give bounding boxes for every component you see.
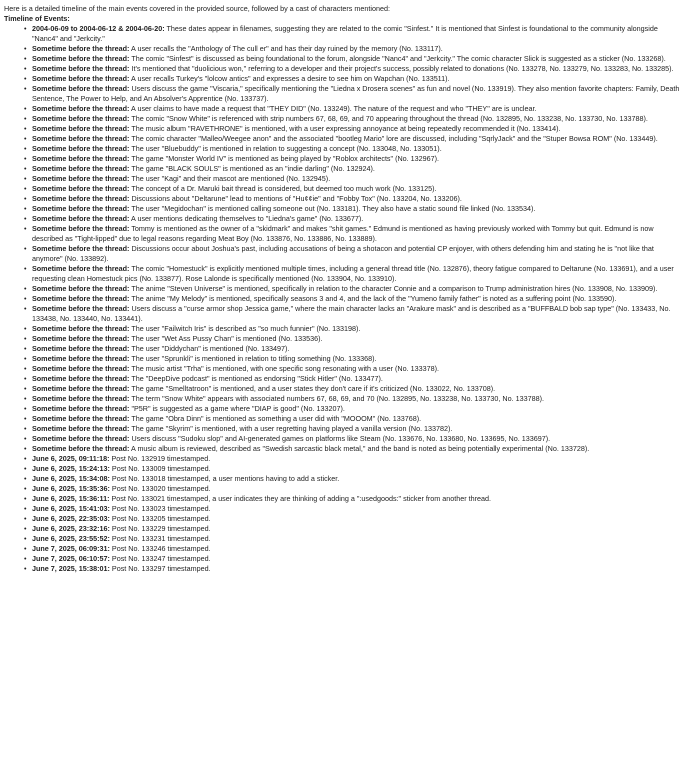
event-description: Discussions occur about Joshua's past, including accusations of being a shotacon and potential CP enjoyer, with others defending him and stating he is "not like that anymore" (No. 133892).	[32, 244, 654, 263]
event-date: June 6, 2025, 22:35:03:	[32, 514, 110, 523]
intro-paragraph: Here is a detailed timeline of the main events covered in the provided source, followed by a cast of characters mentioned:	[4, 4, 390, 13]
event-description: Post No. 133229 timestamped.	[109, 524, 211, 533]
event-date: Sometime before the thread:	[32, 44, 130, 53]
event-description: Post No. 133021 timestamped, a user indicates they are thinking of adding a ":usedgoods:" sticker from another thread.	[109, 494, 491, 503]
event-date: Sometime before the thread:	[32, 194, 130, 203]
timeline-item	[24, 104, 681, 114]
event-description: The game "Skyrim" is mentioned, with a user regretting having played a vanilla version (No. 133782).	[129, 424, 453, 433]
event-description: Post No. 133231 timestamped.	[109, 534, 211, 543]
event-date: Sometime before the thread:	[32, 394, 130, 403]
event-date: June 7, 2025, 06:10:57:	[32, 554, 110, 563]
event-date: Sometime before the thread:	[32, 364, 130, 373]
timeline-item	[24, 214, 681, 224]
event-description: The user "Diddychan" is mentioned (No. 133497).	[129, 344, 290, 353]
timeline-item	[24, 374, 681, 384]
timeline-list	[4, 24, 681, 574]
event-description: The game "BLACK SOULS" is mentioned as an "indie darling" (No. 132924).	[129, 164, 375, 173]
event-date: June 6, 2025, 09:11:18:	[32, 454, 110, 463]
event-date: Sometime before the thread:	[32, 84, 130, 93]
event-date: Sometime before the thread:	[32, 54, 130, 63]
event-date: 2004-06-09 to 2004-06-12 & 2004-06-20:	[32, 24, 165, 33]
event-description: The "DeepDive podcast" is mentioned as endorsing "Stick Hitler" (No. 133477).	[129, 374, 383, 383]
timeline-item	[24, 194, 681, 204]
timeline-item	[24, 64, 681, 74]
timeline-item	[24, 114, 681, 124]
timeline-item	[24, 534, 681, 544]
timeline-item	[24, 404, 681, 414]
event-description: Users discuss a "curse armor shop Jessica game," where the main character lacks an "Arakure mask" and is described as a "BUFFBALD bob sap type" (No. 133433, No. 133438, No. 133440, No. 133441).	[32, 304, 671, 323]
timeline-item	[24, 284, 681, 294]
event-description: Post No. 133205 timestamped.	[109, 514, 211, 523]
event-date: Sometime before the thread:	[32, 354, 130, 363]
event-date: June 7, 2025, 15:38:01:	[32, 564, 110, 573]
timeline-item	[24, 384, 681, 394]
event-description: Users discuss the game "Viscaria," specifically mentioning the "Liedna x Drosera scenes" as fun and novel (No. 133919). They also mention favorite chapters: Family, Death Sentence, The Power to Help, and An Absolver's Apprentice (No. 133737).	[32, 84, 680, 103]
event-date: June 6, 2025, 15:41:03:	[32, 504, 110, 513]
timeline-item	[24, 554, 681, 564]
timeline-item	[24, 44, 681, 54]
event-date: Sometime before the thread:	[32, 114, 130, 123]
event-date: Sometime before the thread:	[32, 444, 130, 453]
event-date: Sometime before the thread:	[32, 284, 130, 293]
event-date: Sometime before the thread:	[32, 264, 130, 273]
timeline-item	[24, 334, 681, 344]
event-date: Sometime before the thread:	[32, 204, 130, 213]
event-date: Sometime before the thread:	[32, 374, 130, 383]
timeline-heading: Timeline of Events:	[4, 14, 70, 23]
event-date: Sometime before the thread:	[32, 384, 130, 393]
event-description: The user "Kagi" and their mascot are mentioned (No. 132945).	[129, 174, 331, 183]
timeline-item	[24, 74, 681, 84]
event-date: Sometime before the thread:	[32, 344, 130, 353]
event-description: Post No. 133023 timestamped.	[109, 504, 211, 513]
timeline-item	[24, 414, 681, 424]
event-description: A user claims to have made a request that "THEY DID" (No. 133249). The nature of the request and who "THEY" are is unclear.	[129, 104, 537, 113]
event-date: Sometime before the thread:	[32, 124, 130, 133]
timeline-item	[24, 244, 681, 264]
event-description: The comic "Homestuck" is explicitly mentioned multiple times, including a general thread title (No. 132876), theory fatigue compared to Deltarune (No. 133691), and a user requesting clean Homestuck pics (No. 133877). Rose Lalonde is specifically mentioned (No. 133904, No. 133910).	[32, 264, 674, 283]
event-description: The user "Bluebuddy" is mentioned in relation to suggesting a concept (No. 133048, No. 133051).	[129, 144, 442, 153]
event-description: The anime "My Melody" is mentioned, specifically seasons 3 and 4, and the lack of the "Yumeno family father" is noted as a suffering point (No. 133590).	[129, 294, 617, 303]
event-description: Post No. 133020 timestamped.	[109, 484, 211, 493]
timeline-item	[24, 164, 681, 174]
event-description: A music album is reviewed, described as "Swedish sarcastic black metal," and the band is noted as being potentially experimental (No. 133728).	[129, 444, 590, 453]
event-date: Sometime before the thread:	[32, 294, 130, 303]
timeline-item	[24, 444, 681, 454]
timeline-item	[24, 454, 681, 464]
event-description: Users discuss "Sudoku slop" and AI-generated games on platforms like Steam (No. 133676, No. 133680, No. 133695, No. 133697).	[129, 434, 551, 443]
event-date: Sometime before the thread:	[32, 404, 130, 413]
timeline-item	[24, 424, 681, 434]
event-date: Sometime before the thread:	[32, 434, 130, 443]
event-date: Sometime before the thread:	[32, 304, 130, 313]
event-date: Sometime before the thread:	[32, 224, 130, 233]
event-date: Sometime before the thread:	[32, 134, 130, 143]
event-date: June 6, 2025, 23:32:16:	[32, 524, 110, 533]
timeline-item	[24, 144, 681, 154]
event-description: The comic character "Malleo/Weegee anon" and the associated "bootleg Mario" lore are discussed, including "SqrlyJack" and the "Stuper Bowsa ROM" (No. 133449).	[129, 134, 658, 143]
event-description: The game "Monster World IV" is mentioned as being played by "Roblox architects" (No. 132967).	[129, 154, 440, 163]
event-description: The comic "Sinfest" is discussed as being foundational to the forum, alongside "Nanc4" and "Jerkcity." The comic character Slick is suggested as a sticker (No. 133268).	[129, 54, 666, 63]
timeline-item	[24, 364, 681, 374]
event-description: The music artist "Trha" is mentioned, with one specific song resonating with a user (No. 133378).	[129, 364, 439, 373]
timeline-item	[24, 434, 681, 444]
timeline-item	[24, 204, 681, 214]
event-description: The game "Obra Dinn" is mentioned as something a user did with "MOOOM" (No. 133768).	[129, 414, 422, 423]
event-description: The concept of a Dr. Maruki bait thread is considered, but deemed too much work (No. 133125).	[129, 184, 437, 193]
event-description: The anime "Steven Universe" is mentioned, specifically in relation to the character Connie and a comparison to Trump administration hires (No. 133908, No. 133909).	[129, 284, 658, 293]
timeline-item	[24, 154, 681, 164]
event-description: Post No. 133247 timestamped.	[109, 554, 211, 563]
event-description: These dates appear in filenames, suggesting they are related to the comic "Sinfest." It is mentioned that Sinfest is foundational to the community alongside "Nanc4" and "Jerkcity."	[32, 24, 658, 43]
event-description: Post No. 133297 timestamped.	[109, 564, 211, 573]
event-date: June 6, 2025, 23:55:52:	[32, 534, 110, 543]
event-date: June 6, 2025, 15:24:13:	[32, 464, 110, 473]
timeline-item	[24, 504, 681, 514]
event-description: A user mentions dedicating themselves to "Liedna's game" (No. 133677).	[129, 214, 364, 223]
timeline-item	[24, 524, 681, 534]
timeline-item	[24, 324, 681, 334]
timeline-item	[24, 484, 681, 494]
event-date: Sometime before the thread:	[32, 414, 130, 423]
event-description: The user "Sprunkli" is mentioned in relation to titling something (No. 133368).	[129, 354, 377, 363]
event-description: Post No. 133246 timestamped.	[109, 544, 211, 553]
event-description: The user "Wet Ass Pussy Chan" is mentioned (No. 133536).	[129, 334, 323, 343]
event-description: Post No. 133009 timestamped.	[109, 464, 211, 473]
event-description: The term "Snow White" appears with associated numbers 67, 68, 69, and 70 (No. 132895, No. 133238, No. 133730, No. 133788).	[129, 394, 544, 403]
timeline-item	[24, 54, 681, 64]
timeline-item	[24, 304, 681, 324]
timeline-item	[24, 184, 681, 194]
timeline-item	[24, 174, 681, 184]
event-description: A user recalls Turkey's "lolcow antics" and expresses a desire to see him on Wapchan (No. 133511).	[129, 74, 450, 83]
event-date: June 6, 2025, 15:34:08:	[32, 474, 110, 483]
event-date: Sometime before the thread:	[32, 324, 130, 333]
event-date: June 6, 2025, 15:35:36:	[32, 484, 110, 493]
event-date: Sometime before the thread:	[32, 244, 130, 253]
timeline-item	[24, 394, 681, 404]
event-date: Sometime before the thread:	[32, 154, 130, 163]
event-date: Sometime before the thread:	[32, 104, 130, 113]
event-date: June 6, 2025, 15:36:11:	[32, 494, 110, 503]
event-date: Sometime before the thread:	[32, 184, 130, 193]
timeline-item	[24, 84, 681, 104]
timeline-item	[24, 354, 681, 364]
timeline-item	[24, 264, 681, 284]
timeline-item	[24, 294, 681, 304]
timeline-item	[24, 564, 681, 574]
event-description: The user "Failwitch Iris" is described as "so much funnier" (No. 133198).	[129, 324, 361, 333]
event-date: Sometime before the thread:	[32, 144, 130, 153]
event-description: Tommy is mentioned as the owner of a "skidmark" and makes "shit games." Edmund is mentioned as having previously worked with Tommy but quit. Edmund is now described as "Tight-lipped" due to legal reasons regarding Meat Boy (No. 133876, No. 133886, No. 133889).	[32, 224, 654, 243]
event-date: June 7, 2025, 06:09:31:	[32, 544, 110, 553]
event-description: The music album "RAVETHRONE" is mentioned, with a user expressing annoyance at being repeatedly recommended it (No. 133414).	[129, 124, 561, 133]
event-description: Discussions about "Deltarune" lead to mentions of "Hu¢¢ie" and "Fobby Tox" (No. 133204, No. 133206).	[129, 194, 462, 203]
event-description: Post No. 132919 timestamped.	[109, 454, 211, 463]
event-date: Sometime before the thread:	[32, 164, 130, 173]
event-description: "P5R" is suggested as a game where "DIAP is good" (No. 133207).	[129, 404, 345, 413]
timeline-item	[24, 464, 681, 474]
event-description: The comic "Snow White" is referenced with strip numbers 67, 68, 69, and 70 appearing throughout the thread (No. 132895, No. 133238, No. 133730, No. 133788).	[129, 114, 648, 123]
event-date: Sometime before the thread:	[32, 74, 130, 83]
event-description: A user recalls the "Anthology of The cull er" and has their day ruined by the memory (No. 133117).	[129, 44, 443, 53]
timeline-item	[24, 494, 681, 504]
event-description: It's mentioned that "duolicious won," referring to a developer and their project's success, possibly related to donations (No. 133278, No. 133279, No. 133283, No. 133285).	[129, 64, 674, 73]
timeline-item	[24, 24, 681, 44]
event-date: Sometime before the thread:	[32, 64, 130, 73]
event-date: Sometime before the thread:	[32, 334, 130, 343]
timeline-item	[24, 514, 681, 524]
event-description: Post No. 133018 timestamped, a user mentions having to add a sticker.	[109, 474, 340, 483]
timeline-item	[24, 224, 681, 244]
timeline-item	[24, 134, 681, 144]
event-date: Sometime before the thread:	[32, 214, 130, 223]
event-date: Sometime before the thread:	[32, 174, 130, 183]
timeline-item	[24, 474, 681, 484]
timeline-item	[24, 544, 681, 554]
event-date: Sometime before the thread:	[32, 424, 130, 433]
timeline-item	[24, 124, 681, 134]
event-description: The user "Megidochan" is mentioned calling someone out (No. 133181). They also have a static sound file linked (No. 133534).	[129, 204, 536, 213]
timeline-item	[24, 344, 681, 354]
event-description: The game "Smelltatroon" is mentioned, and a user states they don't care if it's criticized (No. 133022, No. 133708).	[129, 384, 496, 393]
